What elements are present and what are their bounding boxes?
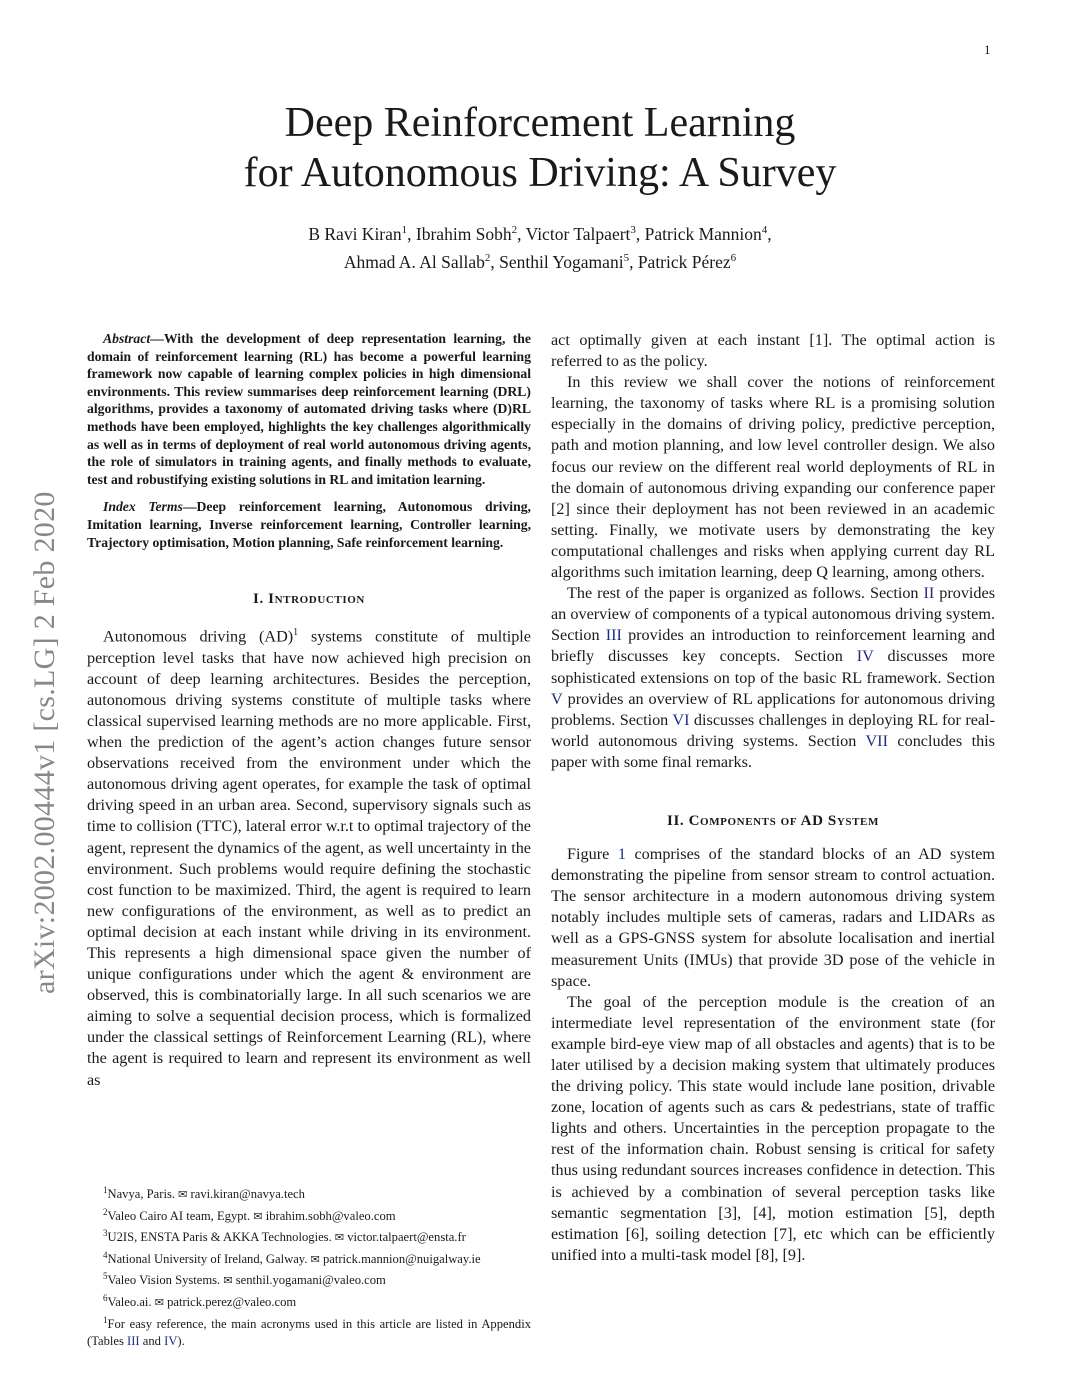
intro-paragraph-2: In this review we shall cover the notions of reinforcement learning, the taxonomy of tasks where RL is a promising solution especially in the domains of driving policy, predictive perception, path and motion planning, and low level controller design. We also focus our review on the different real world deployments of RL in the domain of autonomous driving expanding our conference paper [2] since their deployment has not been reviewed in an academic setting. Finally, we motivate users by demonstrating the key computational challenges and risks when applying current day RL algorithms such imitation learning, deep Q learning, among others.: [551, 373, 995, 582]
email-link[interactable]: victor.talpaert@ensta.fr: [347, 1230, 466, 1245]
index-terms-label: Index Terms: [103, 499, 183, 515]
page-number: 1: [984, 42, 991, 57]
left-column: [87, 330, 531, 1091]
right-column: [551, 330, 995, 1266]
author-affiliation: 5: [623, 251, 630, 264]
components-paragraph-1: Figure 1 comprises of the standard blocks of an AD system demonstrating the pipeline from sensor stream to control actuation. The sensor architecture in a modern autonomous driving system notably includes multiple sets of cameras, radars and LIDARs as well as a GPS-GNSS system for absolute localisation and inertial measurement Units (IMUs) that provide 3D pose of the vehicle in space.: [551, 845, 995, 990]
footnote-affiliation: $^4$National University of Ireland, Galway. ✉ patrick.mannion@nuigalway.ie: [103, 1249, 481, 1266]
footnote-affiliation: $^6$Valeo.ai. ✉ patrick.perez@valeo.com: [103, 1292, 297, 1310]
author-affiliation: 2: [484, 251, 491, 264]
envelope-icon: ✉: [154, 1296, 164, 1310]
title-line-2: for Autonomous Driving: A Survey: [243, 150, 837, 196]
section-link[interactable]: VI: [672, 710, 690, 729]
intro-paragraph-1: Autonomous driving (AD)$^1$ systems constitute of multiple perception level tasks that have now achieved high precision on account of deep learning architectures. Besides the perception, autonomous driving systems constitute of multiple tasks where classical supervised learning methods are no more applicable. First, when the prediction of the agent’s action changes future sensor observations received from the environment under which the autonomous driving agent operates, for example the task of optimal driving speed in an urban area. Second, supervisory signals such as time to collision (TTC), lateral error w.r.t to optimal trajectory of the agent, represent the dynamics of the agent, as well uncertainty in the environment. Such problems would require defining the stochastic cost function to be maximized. Third, the agent is required to learn new configurations of the environment, as well as to predict an optimal decision at each instant while driving in its environment. This represents a high dimensional space given the number of unique configurations under which the agent & environment are observed, this is combinatorially large. In all such scenarios we are aiming to solve a sequential decision process, which is formalized under the classical settings of Reinforcement Learning (RL), where the agent is required to learn and represent its environment as well as: [87, 627, 531, 1089]
footnote-ref[interactable]: 1: [293, 627, 299, 639]
author-affiliation: 6: [730, 251, 737, 264]
section-link[interactable]: III: [605, 626, 622, 645]
abstract: [87, 330, 531, 488]
envelope-icon: ✉: [178, 1188, 188, 1202]
section-heading-introduction: I. Introduction: [253, 591, 365, 608]
author-affiliation: 2: [511, 224, 518, 236]
figure-link[interactable]: 1: [617, 845, 626, 864]
footnote-affiliation: $^2$Valeo Cairo AI team, Egypt. ✉ ibrahim.sobh@valeo.com: [103, 1206, 396, 1223]
envelope-icon: ✉: [253, 1209, 263, 1223]
index-terms: [87, 498, 531, 551]
author-name: Senthil Yogamani: [499, 251, 624, 272]
footnote-acronyms: $^1$For easy reference, the main acronyms used in this article are listed in Appendix (Tables III and IV).: [87, 1314, 531, 1349]
email-link[interactable]: ravi.kiran@navya.tech: [190, 1187, 305, 1202]
email-link[interactable]: ibrahim.sobh@valeo.com: [265, 1208, 396, 1223]
arxiv-stamp: arXiv:2002.00444v1 [cs.LG] 2 Feb 2020: [28, 491, 61, 994]
section-link[interactable]: VII: [865, 731, 888, 750]
author-affiliation: 1: [401, 224, 408, 236]
author-name: Victor Talpaert: [525, 223, 631, 244]
author-name: Ibrahim Sobh: [415, 223, 512, 244]
footnote-affiliation: $^5$Valeo Vision Systems. ✉ senthil.yogamani@valeo.com: [103, 1271, 386, 1288]
section-heading-components: II. Components of AD System: [667, 812, 879, 829]
author-affiliation: 4: [761, 224, 768, 236]
footnote-affiliation: $^1$Navya, Paris. ✉ ravi.kiran@navya.tech: [103, 1185, 305, 1202]
abstract-text: —With the development of deep representation learning, the domain of reinforcement learning (RL) has become a powerful learning framework now capable of learning complex policies in high dimensional environments. This review summarises deep reinforcement learning (DRL) algorithms, provides a taxonomy of automated driving tasks where (D)RL methods have been employed, highlights the key challenges algorithmically as well as in terms of deployment of real world autonomous driving agents, the role of simulators in training agents, and finally methods to evaluate, test and robustifying existing solutions in RL and imitation learning.: [87, 331, 531, 487]
author-list: [0, 218, 1080, 274]
email-link[interactable]: senthil.yogamani@valeo.com: [235, 1273, 386, 1288]
paper-title: [0, 98, 1080, 198]
intro-paragraph-1-continued: act optimally given at each instant [1]. The optimal action is referred to as the policy.: [551, 331, 995, 371]
author-affiliation: 3: [630, 224, 636, 236]
table-link[interactable]: IV: [164, 1334, 178, 1349]
envelope-icon: ✉: [310, 1252, 320, 1266]
footnote-affiliation: $^3$U2IS, ENSTA Paris & AKKA Technologies. ✉ victor.talpaert@ensta.fr: [103, 1228, 466, 1245]
envelope-icon: ✉: [334, 1231, 345, 1245]
email-link[interactable]: patrick.perez@valeo.com: [167, 1295, 297, 1310]
footnotes: [87, 1182, 531, 1351]
author-name: B Ravi Kiran: [308, 223, 402, 244]
author-line-1: B Ravi Kiran$^1$, Ibrahim Sobh$^2$, Victor Talpaert$^3$, Patrick Mannion$^4$,: [308, 223, 772, 244]
index-terms-text: —Deep reinforcement learning, Autonomous driving, Imitation learning, Inverse reinforcement learning, Controller learning, Trajectory optimisation, Motion planning, Safe reinforcement learning.: [87, 499, 531, 550]
components-paragraph-2: The goal of the perception module is the creation of an intermediate level representation of the environment state (for example bird-eye view map of all obstacles and agents) that is to be later utilised by a decision making system that ultimately produces the driving policy. This state would include lane position, drivable zone, location of agents such as cars & pedestrians, state of traffic lights and others. Uncertainties in the perception propagate to the rest of the information chain. Robust sensing is critical for safety thus using redundant sources increases confidence in detection. This is achieved by a combination of several perception tasks like semantic segmentation [3], [4], motion estimation [5], depth estimation [6], soiling detection [7], etc which can be efficiently unified into a multi-task model [8], [9].: [551, 992, 995, 1264]
author-line-2: Ahmad A. Al Sallab$^2$, Senthil Yogamani$^5$, Patrick Pérez$^6$: [343, 251, 737, 272]
intro-paragraph-3: The rest of the paper is organized as follows. Section II provides an overview of components of a typical autonomous driving system. Section III provides an introduction to reinforcement learning and briefly discusses key concepts. Section IV discusses more sophisticated extensions on top of the basic RL framework. Section V provides an overview of RL applications for autonomous driving problems. Section VI discusses challenges in deploying RL for real-world autonomous driving systems. Section VII concludes this paper with some final remarks.: [551, 584, 996, 771]
section-link[interactable]: V: [551, 689, 563, 708]
abstract-label: Abstract: [103, 331, 151, 346]
email-link[interactable]: patrick.mannion@nuigalway.ie: [322, 1251, 481, 1266]
table-link[interactable]: III: [127, 1334, 140, 1349]
author-name: Ahmad A. Al Sallab: [343, 251, 485, 272]
title-line-1: Deep Reinforcement Learning: [284, 100, 796, 146]
author-name: Patrick Mannion: [644, 223, 762, 244]
section-link[interactable]: IV: [856, 647, 874, 666]
section-link[interactable]: II: [923, 584, 935, 603]
envelope-icon: ✉: [223, 1274, 233, 1288]
author-name: Patrick Pérez: [637, 251, 731, 272]
